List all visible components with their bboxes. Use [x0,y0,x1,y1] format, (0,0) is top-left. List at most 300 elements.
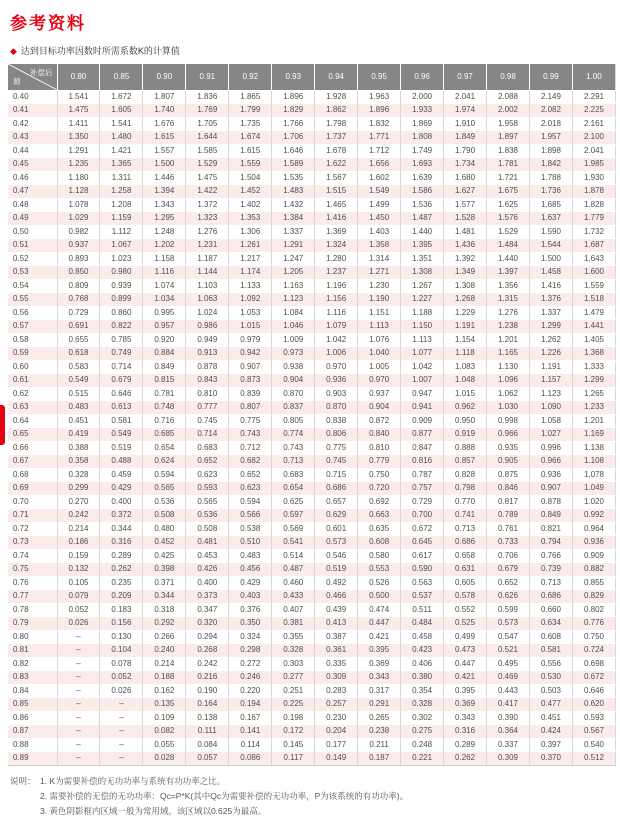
k-value-cell: 1.541 [57,90,100,104]
k-value-cell: 0.686 [529,590,572,604]
k-value-cell: 1.769 [186,104,229,118]
k-factor-table [8,64,616,766]
k-value-cell: 1.586 [401,185,444,199]
k-value-cell: 0.657 [315,495,358,509]
k-value-cell: 0.802 [572,603,615,617]
k-value-cell: 1.933 [401,104,444,118]
k-value-cell: 1.083 [444,360,487,374]
k-value-cell: 1.343 [143,198,186,212]
k-value-cell: 1.079 [315,320,358,334]
k-value-cell: 0.888 [444,441,487,455]
corner-label-source: 源 [13,76,21,86]
col-header-0.92: 0.92 [229,64,272,90]
k-value-cell: 1.862 [315,104,358,118]
k-value-cell: 1.829 [272,104,315,118]
k-value-cell: 1.063 [186,293,229,307]
table-row [8,90,616,104]
k-value-cell: 1.544 [529,239,572,253]
table-row [8,468,616,482]
k-value-cell: 0.995 [143,306,186,320]
k-value-cell: 0.672 [572,671,615,685]
k-value-cell: 0.481 [186,536,229,550]
k-value-cell: 1.712 [358,144,401,158]
k-value-cell: 0.145 [272,738,315,752]
k-value-cell: 0.635 [358,522,401,536]
k-value-cell: 0.540 [572,738,615,752]
k-value-cell: 1.675 [487,185,530,199]
k-value-cell: 0.893 [57,252,100,266]
diamond-bullet-icon: ◆ [10,46,17,56]
row-label: 0.84 [13,685,29,695]
k-value-cell: 1.928 [315,90,358,104]
k-value-cell: 0.706 [487,549,530,563]
k-value-cell: 1.958 [487,117,530,131]
k-value-cell: 0.573 [315,536,358,550]
k-value-cell: – [100,752,143,766]
k-value-cell: 0.316 [100,536,143,550]
k-value-cell: 1.078 [572,468,615,482]
k-value-cell: 1.779 [572,212,615,226]
table-row [8,293,616,307]
k-value-cell: 1.208 [100,198,143,212]
k-value-cell: 1.315 [487,293,530,307]
k-value-cell: 0.406 [401,657,444,671]
k-value-cell: 0.355 [272,630,315,644]
k-value-cell: 0.580 [358,549,401,563]
k-value-cell: 0.646 [572,684,615,698]
k-value-cell: 0.941 [401,401,444,415]
k-value-cell: 0.809 [57,279,100,293]
table-row [8,644,616,658]
table-row [8,698,616,712]
table-row [8,333,616,347]
k-value-cell: 1.771 [358,131,401,145]
k-value-cell: 0.538 [229,522,272,536]
k-value-cell: 0.159 [57,549,100,563]
k-value-cell: 1.500 [529,252,572,266]
k-value-cell: 0.654 [272,482,315,496]
table-row [8,441,616,455]
k-value-cell: 0.590 [401,563,444,577]
k-value-cell: 0.028 [143,752,186,766]
k-value-cell: 1.372 [186,198,229,212]
k-value-cell: 0.266 [143,630,186,644]
k-value-cell: 1.130 [487,360,530,374]
table-row [8,171,616,185]
col-header-0.93: 0.93 [272,64,315,90]
k-value-cell: 1.291 [57,144,100,158]
k-value-cell: 0.970 [358,374,401,388]
k-value-cell: 0.246 [229,671,272,685]
k-value-cell: 0.713 [272,455,315,469]
k-value-cell: 1.191 [444,320,487,334]
k-value-cell: 1.074 [143,279,186,293]
row-label: 0.77 [13,591,29,600]
k-value-cell: 1.311 [100,171,143,185]
k-value-cell: 0.787 [401,468,444,482]
k-value-cell: 0.240 [143,644,186,658]
table-row [8,603,616,617]
k-value-cell: 0.536 [186,509,229,523]
k-value-cell: 1.693 [401,158,444,172]
k-value-cell: 0.052 [100,671,143,685]
table-row [8,522,616,536]
table-row [8,428,616,442]
table-row [8,104,616,118]
k-value-cell: 0.877 [401,428,444,442]
k-value-cell: 0.424 [529,725,572,739]
k-value-cell: 0.487 [272,563,315,577]
k-value-cell: 1.007 [401,374,444,388]
k-value-cell: 0.913 [186,347,229,361]
k-value-cell: 1.798 [315,117,358,131]
k-value-cell: 0.750 [358,468,401,482]
k-value-cell: 0.298 [229,644,272,658]
k-value-cell: 0.775 [315,441,358,455]
k-value-cell: 0.270 [57,495,100,509]
k-value-cell: 1.154 [444,333,487,347]
k-value-cell: 0.749 [100,347,143,361]
k-value-cell: 0.645 [401,536,444,550]
k-value-cell: 1.291 [272,239,315,253]
k-value-cell: 0.057 [186,752,229,766]
k-value-cell: 0.109 [143,711,186,725]
table-row [8,252,616,266]
k-value-cell: 0.508 [143,509,186,523]
k-value-cell: 0.685 [143,428,186,442]
k-value-cell: 1.150 [401,320,444,334]
k-value-cell: 1.092 [229,293,272,307]
k-value-cell: 1.735 [229,117,272,131]
k-value-cell: 1.042 [315,333,358,347]
k-value-cell: 0.372 [100,509,143,523]
k-value-cell: 1.295 [143,212,186,226]
k-value-cell: 1.541 [100,117,143,131]
k-value-cell: 1.369 [315,225,358,239]
k-value-cell: 0.594 [143,468,186,482]
k-value-cell: 0.998 [487,414,530,428]
row-label: 0.46 [13,172,29,182]
k-value-cell: 1.048 [444,374,487,388]
note-item: 3. 黄色阴影框内区域一般为常用域，该区域以0.625为最高。 [40,805,267,816]
k-value-cell: 0.905 [487,455,530,469]
k-value-cell: 0.860 [100,306,143,320]
k-value-cell: 0.220 [229,684,272,698]
k-value-cell: 0.806 [315,428,358,442]
k-value-cell: 0.663 [358,509,401,523]
k-value-cell: 1.644 [186,131,229,145]
col-header-0.98: 0.98 [487,64,530,90]
k-value-cell: 0.996 [529,441,572,455]
k-value-cell: 0.257 [315,698,358,712]
k-value-cell: 0.629 [315,509,358,523]
table-row [8,482,616,496]
k-value-cell: 0.593 [572,711,615,725]
k-value-cell: 0.904 [272,374,315,388]
k-value-cell: 0.581 [100,414,143,428]
k-value-cell: 0.309 [487,752,530,766]
row-label: 0.81 [13,645,29,654]
k-value-cell: 0.623 [186,468,229,482]
row-label: 0.82 [13,658,29,668]
row-label: 0.75 [13,564,29,573]
row-label: 0.49 [13,213,29,222]
k-value-cell: 0.512 [572,752,615,766]
k-value-cell: 1.053 [229,306,272,320]
k-value-cell: 0.484 [401,617,444,631]
k-value-cell: 0.316 [444,725,487,739]
k-value-cell: 0.292 [143,617,186,631]
k-value-cell: 0.903 [315,387,358,401]
table-row [8,495,616,509]
table-row [8,711,616,725]
k-value-cell: 0.400 [100,495,143,509]
k-value-cell: 0.211 [358,738,401,752]
k-value-cell: 0.248 [401,738,444,752]
table-row [8,738,616,752]
k-value-cell: 0.847 [401,441,444,455]
k-value-cell: 0.162 [143,684,186,698]
k-value-cell: 0.429 [100,482,143,496]
k-value-cell: 0.324 [229,630,272,644]
k-value-cell: 0.745 [186,414,229,428]
k-value-cell: 0.289 [100,549,143,563]
k-value-cell: 0.361 [315,644,358,658]
k-value-cell: 1.849 [444,131,487,145]
k-value-cell: 1.034 [143,293,186,307]
k-value-cell: 0.698 [572,657,615,671]
k-value-cell: 0.251 [272,684,315,698]
k-value-cell: 1.324 [315,239,358,253]
k-value-cell: 0.870 [272,387,315,401]
k-value-cell: 1.090 [529,401,572,415]
k-value-cell: – [57,738,100,752]
col-header-0.97: 0.97 [444,64,487,90]
k-value-cell: 1.174 [229,266,272,280]
k-value-cell: 1.027 [529,428,572,442]
k-value-cell: 0.291 [358,698,401,712]
k-value-cell: 1.353 [229,212,272,226]
k-value-cell: 1.721 [487,171,530,185]
k-value-cell: 1.678 [315,144,358,158]
k-value-cell: 0.519 [100,441,143,455]
k-value-cell: 0.962 [444,401,487,415]
k-value-cell: 0.526 [358,576,401,590]
k-value-cell: – [100,711,143,725]
k-value-cell: 0.344 [143,590,186,604]
k-value-cell: 0.530 [529,671,572,685]
k-value-cell: 1.685 [529,198,572,212]
k-value-cell: 0.503 [529,684,572,698]
k-value-cell: 0.164 [186,698,229,712]
k-value-cell: 1.046 [272,320,315,334]
k-value-cell: 1.113 [358,320,401,334]
k-value-cell: 0.086 [229,752,272,766]
row-label: 0.58 [13,334,29,344]
note-item: 1. K为需要补偿的无功功率与系统有功功率之比。 [40,775,226,786]
k-value-cell: 0.950 [444,414,487,428]
col-header-1.00: 1.00 [572,64,615,90]
k-value-cell: 0.774 [272,428,315,442]
k-value-cell: 0.849 [529,509,572,523]
k-value-cell: 0.713 [529,576,572,590]
k-value-cell: 0.837 [272,401,315,415]
k-value-cell: 1.500 [143,158,186,172]
k-value-cell: 0.964 [572,522,615,536]
k-value-cell: 0.376 [229,603,272,617]
k-value-cell: 1.440 [487,252,530,266]
k-value-cell: 1.910 [444,117,487,131]
k-value-cell: 0.623 [229,482,272,496]
row-label: 0.76 [13,577,29,587]
k-value-cell: 1.108 [572,455,615,469]
k-value-cell: 0.283 [315,684,358,698]
k-value-cell: 0.235 [100,576,143,590]
k-value-cell: 0.654 [143,441,186,455]
k-value-cell: 1.267 [401,279,444,293]
table-row [8,144,616,158]
k-value-cell: 0.117 [272,752,315,766]
k-value-cell: 0.262 [100,563,143,577]
k-value-cell: 1.878 [572,185,615,199]
k-value-cell: 0.055 [143,738,186,752]
k-value-cell: 0.447 [444,657,487,671]
k-value-cell: 1.397 [487,266,530,280]
k-value-cell: 0.289 [444,738,487,752]
table-row [8,509,616,523]
k-value-cell: 1.842 [529,158,572,172]
k-value-cell: 1.790 [444,144,487,158]
k-value-cell: 0.492 [315,576,358,590]
k-value-cell: 0.565 [186,495,229,509]
k-value-cell: 0.907 [229,360,272,374]
k-value-cell: 0.104 [100,644,143,658]
k-value-cell: 1.680 [444,171,487,185]
k-value-cell: 1.040 [358,347,401,361]
k-value-cell: 0.225 [272,698,315,712]
k-value-cell: 1.515 [315,185,358,199]
k-value-cell: 1.349 [444,266,487,280]
k-value-cell: 0.846 [487,482,530,496]
k-value-cell: 1.865 [229,90,272,104]
k-value-cell: 0.299 [57,482,100,496]
k-value-cell: 0.514 [272,549,315,563]
k-value-cell: 0.679 [100,374,143,388]
k-value-cell: 0.380 [401,671,444,685]
table-row [8,657,616,671]
k-value-cell: 0.499 [444,630,487,644]
k-value-cell: 1.674 [229,131,272,145]
k-value-cell: 0.785 [100,333,143,347]
row-label: 0.74 [13,550,29,560]
k-value-cell: 1.078 [57,198,100,212]
col-header-0.99: 0.99 [529,64,572,90]
k-value-cell: 0.082 [143,725,186,739]
table-row [8,279,616,293]
k-value-cell: 0.884 [143,347,186,361]
k-value-cell: 1.452 [229,185,272,199]
k-value-cell: 0.458 [401,630,444,644]
k-value-cell: 1.299 [529,320,572,334]
table-row [8,360,616,374]
k-value-cell: 0.850 [57,266,100,280]
k-value-cell: 1.656 [358,158,401,172]
k-value-cell: 0.397 [529,738,572,752]
k-value-cell: 0.692 [358,495,401,509]
row-label: 0.78 [13,604,29,614]
k-value-cell: 1.484 [487,239,530,253]
row-label: 0.48 [13,199,29,209]
k-value-cell: 0.138 [186,711,229,725]
k-value-cell: 0.947 [401,387,444,401]
k-value-cell: 0.581 [529,644,572,658]
row-label: 0.67 [13,456,29,465]
k-value-cell: 0.453 [186,549,229,563]
k-value-cell: 0.936 [315,374,358,388]
k-value-cell: 0.429 [229,576,272,590]
k-value-cell: 0.187 [358,752,401,766]
k-value-cell: 0.474 [358,603,401,617]
k-value-cell: 1.265 [572,387,615,401]
k-value-cell: 0.238 [358,725,401,739]
k-value-cell: 0.149 [315,752,358,766]
k-value-cell: 0.221 [401,752,444,766]
k-value-cell: – [57,644,100,658]
k-value-cell: 0.935 [487,441,530,455]
k-value-cell: 1.479 [572,306,615,320]
col-header-0.80: 0.80 [57,64,100,90]
k-value-cell: 1.042 [401,360,444,374]
k-value-cell: 1.622 [315,158,358,172]
k-value-cell: 0.936 [529,468,572,482]
k-value-cell: 1.736 [529,185,572,199]
k-value-cell: 0.515 [57,387,100,401]
k-value-cell: 0.652 [229,468,272,482]
k-value-cell: 0.105 [57,576,100,590]
k-value-cell: 1.024 [186,306,229,320]
k-value-cell: 1.421 [100,144,143,158]
k-value-cell: 0.729 [57,306,100,320]
k-value-cell: 1.151 [358,306,401,320]
k-value-cell: 1.416 [529,279,572,293]
k-value-cell: 0.320 [186,617,229,631]
k-value-cell: 0.766 [529,549,572,563]
k-value-cell: 0.521 [487,644,530,658]
k-value-cell: 0.700 [401,509,444,523]
row-label: 0.64 [13,415,29,425]
k-value-cell: 0.407 [272,603,315,617]
k-value-cell: 0.573 [487,617,530,631]
k-value-cell: 0.084 [186,738,229,752]
k-value-cell: 0.855 [572,576,615,590]
k-value-cell: 1.637 [529,212,572,226]
row-label: 0.60 [13,361,29,371]
k-value-cell: 1.015 [444,387,487,401]
k-value-cell: 0.177 [315,738,358,752]
k-value-cell: 1.405 [572,333,615,347]
k-value-cell: 0.634 [529,617,572,631]
k-value-cell: 0.371 [143,576,186,590]
k-value-cell: 1.217 [229,252,272,266]
k-value-cell: 1.403 [358,225,401,239]
k-value-cell: 1.276 [186,225,229,239]
k-value-cell: 0.395 [358,644,401,658]
k-value-cell: 0.511 [401,603,444,617]
k-value-cell: 1.436 [444,239,487,253]
k-value-cell: – [57,630,100,644]
k-value-cell: 2.088 [487,90,530,104]
k-value-cell: 0.683 [186,441,229,455]
